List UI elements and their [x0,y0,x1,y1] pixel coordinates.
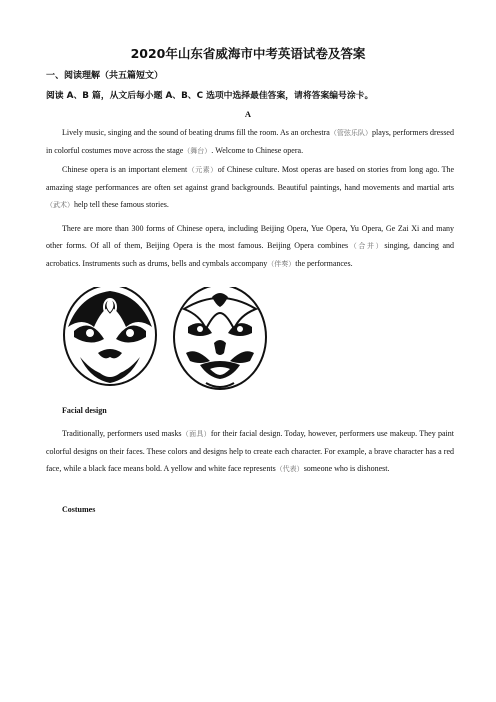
passage-heading: A [244,109,252,119]
page-title: 2020年山东省威海市中考英语试卷及答案 [130,46,366,61]
paragraph-3: There are more than 300 forms of Chinese opera, including Beijing Opera, Yue Opera, Yu Opera, Ge Zai Xi and many other forms. Of all of them, Beijing Opera is the most famous. Beijing Opera combines（合并）singing, dancing and acrobatics. Instruments such as drums, bells and cymbals accompany（伴奏）the performances. [46,224,455,268]
instructions: 阅读 A、B 篇，从文后每小题 A、B、C 选项中选择最佳答案，请将答案编号涂卡。 [46,91,374,101]
costumes-heading: Costumes [62,505,96,514]
gloss: （管弦乐队） [329,129,372,137]
opera-masks-illustration [60,287,290,397]
gloss: （元素） [187,166,218,174]
opera-mask-dark-image [64,287,156,385]
paragraph-1: Lively music, singing and the sound of beating drums fill the room. As an orchestra（管弦乐队）plays, performers dressed in colorful costumes move across the stage（舞台）. Welcome to Chinese opera. [46,128,454,155]
facial-design-heading: Facial design [62,406,107,415]
gloss: （舞台） [183,147,212,155]
gloss: （伴奏） [267,260,296,268]
opera-mask-light-image [174,287,266,389]
gloss: （合并） [348,242,385,250]
section-heading: 一、阅读理解（共五篇短文） [46,71,164,81]
paragraph-4: Traditionally, performers used masks（面具）for their facial design. Today, however, performers use makeup. They paint colorful designs on their faces. These colors and designs help to create each character. For example, a brave character has a red face, while a black face means bold. A yellow and white face represents（代表）someone who is dishonest. [46,429,454,473]
gloss: （代表） [275,465,304,473]
gloss: （面具） [181,430,211,438]
paragraph-2: Chinese opera is an important element（元素）of Chinese culture. Most operas are based on stories from long ago. The amazing stage performances are often set against grand backgrounds. Beautiful paintings, hand movements and martial arts（武术）help tell these famous stories. [46,165,455,209]
gloss: （武术） [46,201,74,209]
